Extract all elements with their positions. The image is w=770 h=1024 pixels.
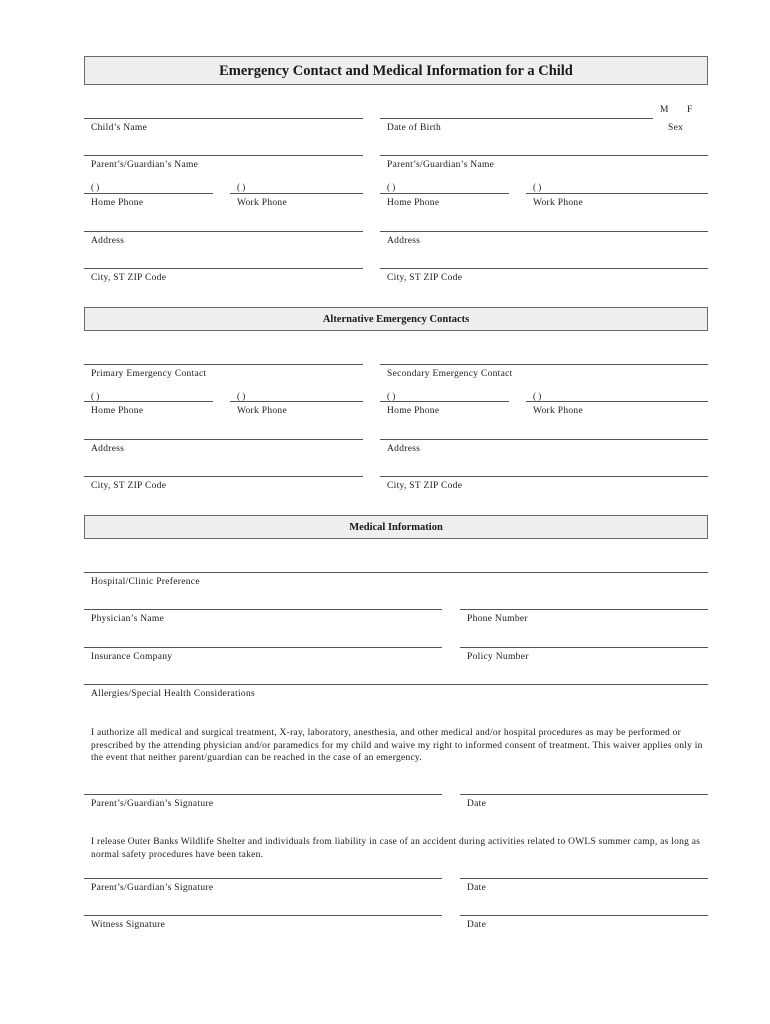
p-home-phone-label: Home Phone <box>91 406 144 416</box>
sex-m-option[interactable]: M <box>660 105 669 115</box>
guardian1-name-line[interactable] <box>84 155 363 156</box>
g2-home-phone-line[interactable] <box>380 193 509 194</box>
g1-home-phone-line[interactable] <box>84 193 213 194</box>
s-home-phone-line[interactable] <box>380 401 509 402</box>
secondary-contact-line[interactable] <box>380 364 708 365</box>
date1-line[interactable] <box>460 794 708 795</box>
physician-label: Physician’s Name <box>91 614 165 624</box>
sex-f-option[interactable]: F <box>687 105 693 115</box>
s-home-area-code: ( ) <box>387 391 396 401</box>
primary-contact-label: Primary Emergency Contact <box>91 369 207 379</box>
p-home-area-code: ( ) <box>91 391 100 401</box>
physician-phone-label: Phone Number <box>467 614 528 624</box>
authorization-text: I authorize all medical and surgical treatment, X-ray, laboratory, anesthesia, and other medical and/or hospital procedures as may be performed or prescribed by the attending physician and/or paramedics for my child and waive my right to informed consent of treatment. This waiver applies only in the event that neither parent/guardian can be reached in the case of an emergency. <box>91 728 703 763</box>
g1-work-phone-label: Work Phone <box>237 198 287 208</box>
p-work-area-code: ( ) <box>237 391 246 401</box>
p-address-line[interactable] <box>84 439 363 440</box>
p-home-phone-line[interactable] <box>84 401 213 402</box>
s-work-area-code: ( ) <box>533 391 542 401</box>
g2-city-label: City, ST ZIP Code <box>387 273 463 283</box>
policy-line[interactable] <box>460 647 708 648</box>
guardian2-name-label: Parent’s/Guardian’s Name <box>387 160 495 170</box>
date1-label: Date <box>467 799 487 809</box>
hospital-label: Hospital/Clinic Preference <box>91 577 200 587</box>
p-address-label: Address <box>91 444 125 454</box>
child-name-label: Child’s Name <box>91 123 148 133</box>
form-title: Emergency Contact and Medical Information for a Child <box>84 56 708 85</box>
s-address-line[interactable] <box>380 439 708 440</box>
p-work-phone-label: Work Phone <box>237 406 287 416</box>
g2-city-line[interactable] <box>380 268 708 269</box>
physician-phone-line[interactable] <box>460 609 708 610</box>
g1-address-line[interactable] <box>84 231 363 232</box>
release-text: I release Outer Banks Wildlife Shelter and individuals from liability in case of an accident during activities related to OWLS summer camp, as long as normal safety procedures have been taken. <box>91 837 701 860</box>
s-home-phone-label: Home Phone <box>387 406 440 416</box>
policy-label: Policy Number <box>467 652 529 662</box>
s-city-line[interactable] <box>380 476 708 477</box>
medical-section-title: Medical Information <box>84 515 708 539</box>
date3-label: Date <box>467 920 487 930</box>
g1-address-label: Address <box>91 236 125 246</box>
g2-home-area-code: ( ) <box>387 182 396 192</box>
guardian2-name-line[interactable] <box>380 155 708 156</box>
g2-work-phone-label: Work Phone <box>533 198 583 208</box>
physician-line[interactable] <box>84 609 442 610</box>
g1-home-phone-label: Home Phone <box>91 198 144 208</box>
s-work-phone-label: Work Phone <box>533 406 583 416</box>
secondary-contact-label: Secondary Emergency Contact <box>387 369 513 379</box>
sex-label: Sex <box>668 123 684 133</box>
dob-label: Date of Birth <box>387 123 442 133</box>
g2-home-phone-label: Home Phone <box>387 198 440 208</box>
allergies-line[interactable] <box>84 684 708 685</box>
p-work-phone-line[interactable] <box>230 401 363 402</box>
witness-line[interactable] <box>84 915 442 916</box>
g2-address-label: Address <box>387 236 421 246</box>
s-city-label: City, ST ZIP Code <box>387 481 463 491</box>
primary-contact-line[interactable] <box>84 364 363 365</box>
p-city-label: City, ST ZIP Code <box>91 481 167 491</box>
g1-city-label: City, ST ZIP Code <box>91 273 167 283</box>
s-work-phone-line[interactable] <box>526 401 708 402</box>
s-address-label: Address <box>387 444 421 454</box>
signature2-label: Parent’s/Guardian’s Signature <box>91 883 214 893</box>
g2-work-phone-line[interactable] <box>526 193 708 194</box>
signature1-line[interactable] <box>84 794 442 795</box>
hospital-line[interactable] <box>84 572 708 573</box>
g1-home-area-code: ( ) <box>91 182 100 192</box>
signature1-label: Parent’s/Guardian’s Signature <box>91 799 214 809</box>
dob-line[interactable] <box>380 118 653 119</box>
alt-contacts-section-title: Alternative Emergency Contacts <box>84 307 708 331</box>
guardian1-name-label: Parent’s/Guardian’s Name <box>91 160 199 170</box>
witness-label: Witness Signature <box>91 920 166 930</box>
insurance-label: Insurance Company <box>91 652 173 662</box>
insurance-line[interactable] <box>84 647 442 648</box>
signature2-line[interactable] <box>84 878 442 879</box>
g1-city-line[interactable] <box>84 268 363 269</box>
date2-label: Date <box>467 883 487 893</box>
g1-work-area-code: ( ) <box>237 182 246 192</box>
date3-line[interactable] <box>460 915 708 916</box>
p-city-line[interactable] <box>84 476 363 477</box>
child-name-line[interactable] <box>84 118 363 119</box>
g1-work-phone-line[interactable] <box>230 193 363 194</box>
g2-address-line[interactable] <box>380 231 708 232</box>
g2-work-area-code: ( ) <box>533 182 542 192</box>
allergies-label: Allergies/Special Health Considerations <box>91 689 256 699</box>
date2-line[interactable] <box>460 878 708 879</box>
